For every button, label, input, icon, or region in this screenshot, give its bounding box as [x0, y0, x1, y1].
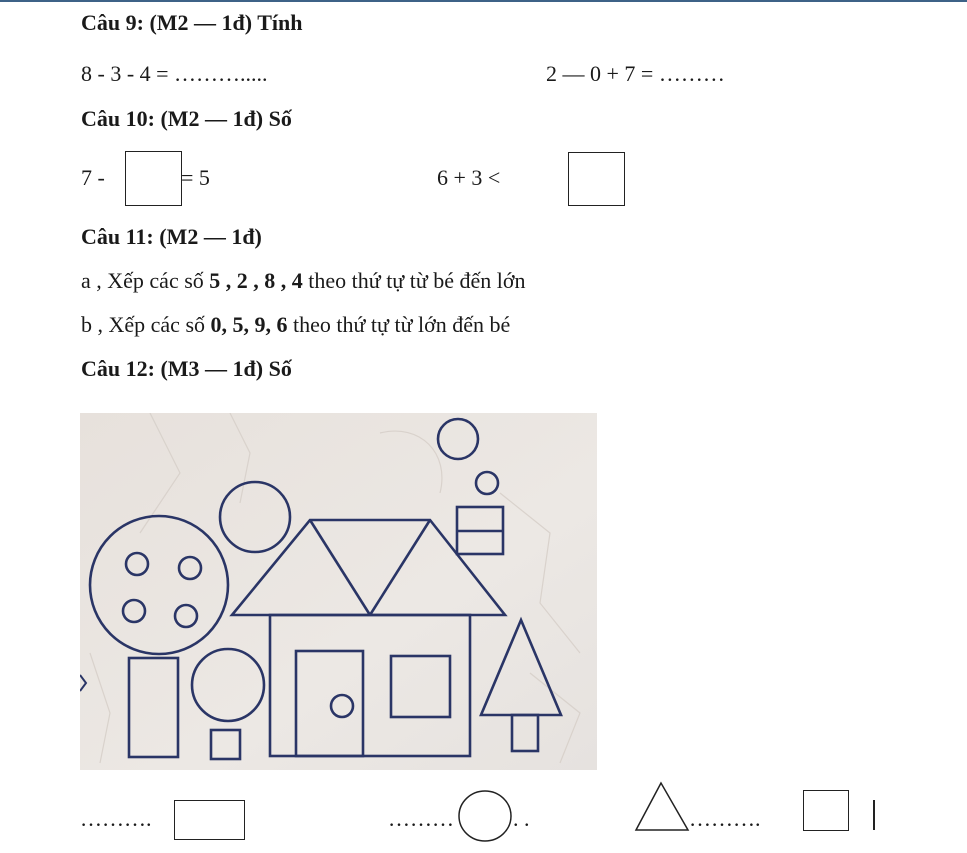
q11-part-b	[81, 312, 510, 338]
q11-a-rest: theo thứ tự từ bé đến lớn	[302, 268, 526, 293]
q10-answer-box-1[interactable]	[125, 151, 182, 206]
q11-a-label: a , Xếp các số	[81, 268, 210, 293]
q12-rect-blank[interactable]: ……….	[80, 806, 152, 831]
q11-title: Câu 11: (M2 — 1đ)	[81, 224, 262, 249]
shapes-house-photo	[80, 413, 597, 770]
q11-b-numbers: 0, 5, 9, 6	[210, 312, 288, 337]
q11-b-label: b , Xếp các số	[81, 312, 211, 337]
q12-circle-after: . .	[513, 806, 530, 831]
q10-right-prefix: 6 + 3 <	[437, 165, 501, 190]
circle-icon	[457, 789, 513, 843]
triangle-icon	[634, 781, 690, 832]
q11-part-a	[81, 268, 526, 294]
header-rule	[0, 0, 967, 2]
q10-left-suffix: = 5	[181, 165, 210, 190]
q11-a-numbers: 5 , 2 , 8 , 4	[209, 268, 303, 293]
q12-circle-blank[interactable]: ………	[388, 806, 454, 831]
text-cursor	[873, 800, 875, 830]
square-icon	[803, 790, 849, 831]
q12-triangle-blank[interactable]: ……….	[689, 806, 761, 831]
q9-title: Câu 9: (M2 — 1đ) Tính	[81, 10, 303, 35]
q12-title: Câu 12: (M3 — 1đ) Số	[81, 356, 292, 381]
q9-expression-1: 8 - 3 - 4 = ……….....	[81, 61, 268, 86]
q10-left-prefix: 7 -	[81, 165, 105, 190]
q9-expression-2: 2 — 0 + 7 = ………	[546, 61, 725, 86]
rectangle-icon	[174, 800, 245, 840]
q10-answer-box-2[interactable]	[568, 152, 625, 206]
q10-title: Câu 10: (M2 — 1đ) Số	[81, 106, 292, 131]
q11-b-rest: theo thứ tự từ lớn đến bé	[287, 312, 511, 337]
